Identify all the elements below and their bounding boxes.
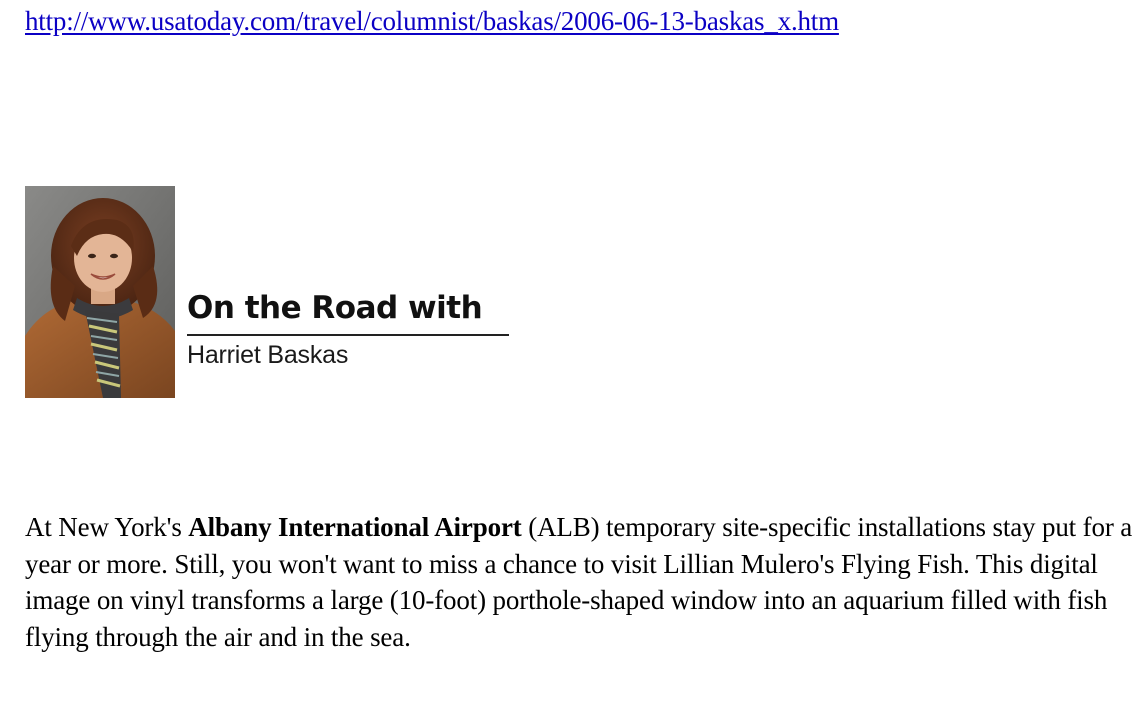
- article-text-body: (ALB) temporary site-specific installations stay put for a year or more. Still, you won't want to miss a chance to visit Lillian Mulero's Flying Fish. This digital image on vinyl transforms a large (10-foot) porthole-shaped window into an aquarium filled with fish flying through the air and in the sea.: [25, 512, 1133, 652]
- article-text-intro: At New York's: [25, 512, 189, 542]
- columnist-name: Harriet Baskas: [187, 341, 349, 369]
- columnist-portrait-icon: [25, 186, 175, 398]
- airport-name: Albany International Airport: [188, 512, 522, 542]
- column-banner: [25, 186, 525, 398]
- article-url-link[interactable]: http://www.usatoday.com/travel/columnist/baskas/2006-06-13-baskas_x.htm: [25, 6, 839, 36]
- article-paragraph: [25, 509, 1135, 655]
- banner-divider: [187, 334, 509, 336]
- column-banner-title: On the Road with: [187, 290, 483, 326]
